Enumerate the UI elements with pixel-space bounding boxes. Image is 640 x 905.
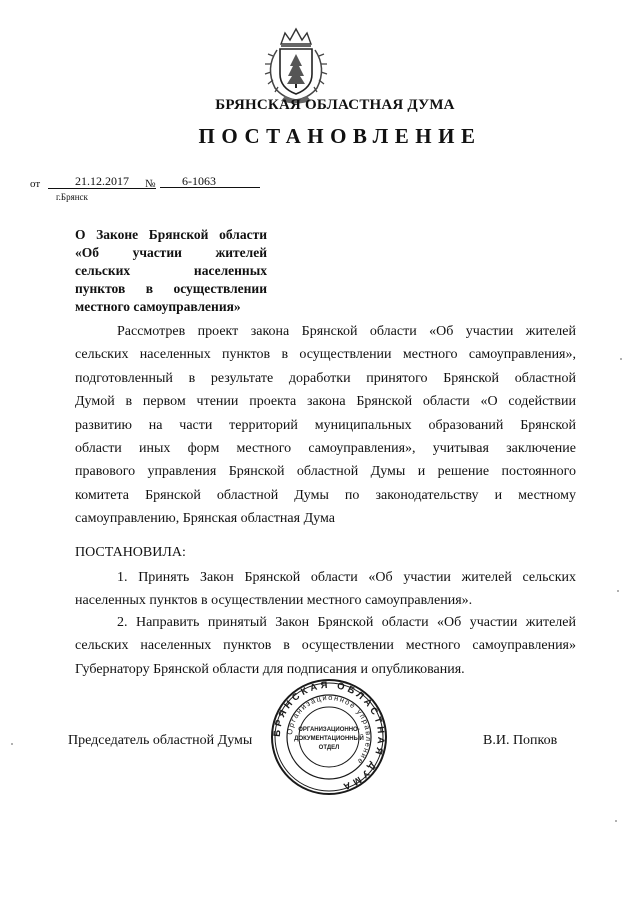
item-line: Губернатору Брянской области для подписания и опубликования. bbox=[75, 661, 465, 677]
item-line: населенных пунктов в осуществлении местного самоуправления». bbox=[75, 593, 473, 609]
subject-line: пунктов в осуществлении bbox=[75, 281, 267, 296]
item-line: 1. Принять Закон Брянской области «Об участии жителей сельских bbox=[117, 570, 576, 585]
resolution-item-1 bbox=[75, 566, 576, 613]
preamble-line: самоуправлению, Брянская областная Дума bbox=[75, 511, 335, 527]
stamp-center-line: ОРГАНИЗАЦИОННО- bbox=[298, 727, 360, 733]
number-prefix: № bbox=[145, 178, 156, 190]
item-line: 2. Направить принятый Закон Брянской области «Об участии жителей bbox=[117, 615, 576, 630]
document-subject bbox=[75, 226, 267, 316]
preamble-line: сельских населенных пунктов в осуществлении местного самоуправления», bbox=[75, 347, 576, 363]
preamble-line: Рассмотрев проект закона Брянской области «Об участии жителей bbox=[117, 324, 576, 339]
resolved-label: ПОСТАНОВИЛА: bbox=[75, 545, 186, 560]
scan-speck bbox=[620, 358, 622, 360]
document-date: 21.12.2017 bbox=[48, 174, 156, 189]
subject-line: «Об участии жителей bbox=[75, 245, 267, 260]
subject-line: О Законе Брянской области bbox=[75, 227, 267, 242]
city-label: г.Брянск bbox=[56, 192, 88, 202]
signer-title: Председатель областной Думы bbox=[68, 733, 253, 748]
resolution-item-2 bbox=[75, 611, 576, 681]
stamp-inner-text: Организационное управление bbox=[284, 692, 374, 767]
preamble-line: области иных форм местного самоуправления», учитывая заключение bbox=[75, 440, 576, 456]
stamp-outer-text: БРЯНСКАЯ ОБЛАСТНАЯ ДУМА bbox=[271, 679, 387, 793]
organization-name: БРЯНСКАЯ ОБЛАСТНАЯ ДУМА bbox=[215, 97, 455, 113]
preamble-paragraph bbox=[75, 320, 576, 531]
scan-speck bbox=[11, 743, 13, 745]
preamble-line: развитию на части территорий муниципальных образований Брянской bbox=[75, 417, 576, 433]
date-prefix: от bbox=[30, 178, 41, 190]
preamble-line: Думой в первом чтении проекта закона Брянской области «О содействии bbox=[75, 394, 576, 410]
stamp-center-line: ДОКУМЕНТАЦИОННЫЙ bbox=[294, 736, 364, 742]
document-number: 6-1063 bbox=[160, 174, 260, 188]
document-type-title: ПОСТАНОВЛЕНИЕ bbox=[198, 124, 482, 148]
scan-speck bbox=[617, 590, 619, 592]
subject-line: сельских населенных bbox=[75, 263, 267, 278]
bryansk-coat-of-arms-icon bbox=[259, 24, 333, 104]
official-stamp bbox=[270, 678, 388, 796]
stamp-center-line: ОТДЕЛ bbox=[318, 745, 340, 751]
subject-line: местного самоуправления» bbox=[75, 299, 241, 314]
preamble-line: правового управления Брянской областной Думы и решение постоянного bbox=[75, 464, 576, 480]
item-line: сельских населенных пунктов в осуществлении местного самоуправления» bbox=[75, 638, 576, 654]
preamble-line: подготовленный в результате доработки принятого Брянской областной bbox=[75, 370, 576, 386]
signer-name: В.И. Попков bbox=[483, 733, 558, 748]
scan-speck bbox=[615, 820, 617, 822]
preamble-line: комитета Брянской областной Думы по законодательству и местному bbox=[75, 487, 576, 503]
